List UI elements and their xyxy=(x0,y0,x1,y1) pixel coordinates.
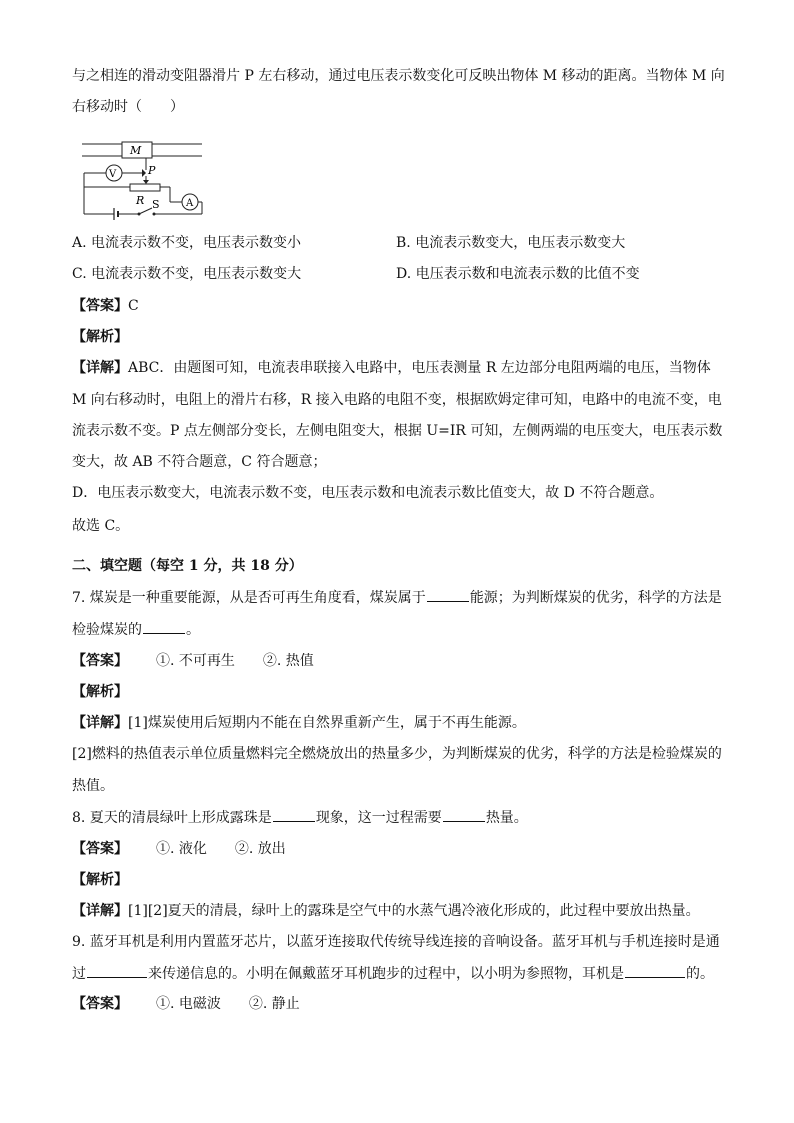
label-p: P xyxy=(148,164,156,177)
circuit-diagram xyxy=(78,136,208,220)
q6-stem-line2: 右移动时（ ） xyxy=(72,99,184,115)
q9-text-a: 过 xyxy=(72,966,86,982)
q7-text-b: 能源；为判断煤炭的优劣，科学的方法是 xyxy=(469,590,722,606)
q7-detail-line2: [2]燃料的热值表示单位质量燃料完全燃烧放出的热量多少，为判断煤炭的优劣，科学的方法是检验煤炭的 xyxy=(72,746,722,762)
q8-line1 xyxy=(72,807,528,828)
section-title: 二、填空题（每空 1 分，共 18 分） xyxy=(72,558,303,574)
label-a: A xyxy=(186,198,194,209)
label-v: V xyxy=(109,169,117,180)
q6-conclusion: 故选 C。 xyxy=(72,518,130,534)
q6-option-d: D. 电压表示数和电流表示数的比值不变 xyxy=(396,266,640,282)
detail-text: [1][2]夏天的清晨，绿叶上的露珠是空气中的水蒸气遇冷液化形成的，此过程中要放出热量。 xyxy=(128,903,700,919)
q9-line1: 9. 蓝牙耳机是利用内置蓝牙芯片，以蓝牙连接取代传统导线连接的音响设备。蓝牙耳机与手机连接时是通 xyxy=(72,934,720,950)
q9-blank-1 xyxy=(87,963,147,978)
answer-label: 【答案】 xyxy=(72,653,128,669)
q7-text-d: 。 xyxy=(186,622,200,638)
q8-text-b: 现象，这一过程需要 xyxy=(315,810,442,826)
q6-option-c: C. 电流表示数不变，电压表示数变大 xyxy=(72,266,302,282)
q7-blank-1 xyxy=(427,587,469,602)
q6-option-a: A. 电流表示数不变，电压表示数变小 xyxy=(72,235,302,251)
q9-answer xyxy=(72,994,300,1014)
q6-detail-line4: 变大，故 AB 不符合题意，C 符合题意； xyxy=(72,454,327,470)
q7-text-a: 7. 煤炭是一种重要能源，从是否可再生角度看，煤炭属于 xyxy=(72,590,426,606)
q8-text-c: 热量。 xyxy=(485,810,528,826)
q6-analysis-label: 【解析】 xyxy=(72,329,128,345)
answer-label: 【答案】 xyxy=(72,996,128,1012)
q7-detail-line1 xyxy=(72,713,526,733)
q6-stem-line1: 与之相连的滑动变阻器滑片 P 左右移动，通过电压表示数变化可反映出物体 M 移动的距离。当物体 M 向 xyxy=(72,68,725,84)
q7-analysis-label: 【解析】 xyxy=(72,684,128,700)
label-r: R xyxy=(136,194,145,207)
label-m: M xyxy=(130,144,142,157)
q9-blank-2 xyxy=(625,963,685,978)
label-s: S xyxy=(152,198,160,211)
q7-text-c: 检验煤炭的 xyxy=(72,622,142,638)
q6-answer xyxy=(72,296,139,316)
q8-blank-2 xyxy=(443,807,485,822)
q9-text-b: 来传递信息的。小明在佩戴蓝牙耳机跑步的过程中，以小明为参照物，耳机是 xyxy=(148,966,624,982)
q6-option-b: B. 电流表示数变大，电压表示数变大 xyxy=(396,235,626,251)
q8-analysis-label: 【解析】 xyxy=(72,872,128,888)
detail-text: [1]煤炭使用后短期内不能在自然界重新产生，属于不再生能源。 xyxy=(128,715,526,731)
detail-label: 【详解】 xyxy=(72,360,128,376)
answer-label: 【答案】 xyxy=(72,841,128,857)
q8-answer xyxy=(72,839,286,859)
q6-detail-line1 xyxy=(72,358,711,378)
answer-value: C xyxy=(128,298,139,314)
answer-2: ②. 静止 xyxy=(248,996,300,1012)
answer-1: ①. 电磁波 xyxy=(156,996,221,1012)
q8-blank-1 xyxy=(273,807,315,822)
detail-label: 【详解】 xyxy=(72,715,128,731)
answer-label: 【答案】 xyxy=(72,298,128,314)
q7-line2 xyxy=(72,619,200,640)
q6-detail-line2: M 向右移动时，电阻上的滑片右移，R 接入电路的电阻不变，根据欧姆定律可知，电路中的电流不变，电 xyxy=(72,392,722,408)
answer-1: ①. 液化 xyxy=(156,841,207,857)
q7-line1 xyxy=(72,587,722,608)
q9-line2 xyxy=(72,963,714,984)
answer-2: ②. 热值 xyxy=(262,653,314,669)
detail-text: ABC．由题图可知，电流表串联接入电路中，电压表测量 R 左边部分电阻两端的电压，当物体 xyxy=(128,360,711,376)
q8-detail xyxy=(72,901,700,921)
q6-detail-line3: 流表示数不变。P 点左侧部分变长，左侧电阻变大，根据 U=IR 可知，左侧两端的电压变大，电压表示数 xyxy=(72,423,723,439)
q7-answer xyxy=(72,651,314,671)
q8-text-a: 8. 夏天的清晨绿叶上形成露珠是 xyxy=(72,810,272,826)
answer-1: ①. 不可再生 xyxy=(156,653,235,669)
q6-detail-line5: D．电压表示数变大，电流表示数不变，电压表示数和电流表示数比值变大，故 D 不符合题意。 xyxy=(72,485,664,501)
detail-label: 【详解】 xyxy=(72,903,128,919)
q7-detail-line3: 热值。 xyxy=(72,778,114,794)
answer-2: ②. 放出 xyxy=(234,841,286,857)
q9-text-c: 的。 xyxy=(686,966,714,982)
q7-blank-2 xyxy=(143,619,185,634)
